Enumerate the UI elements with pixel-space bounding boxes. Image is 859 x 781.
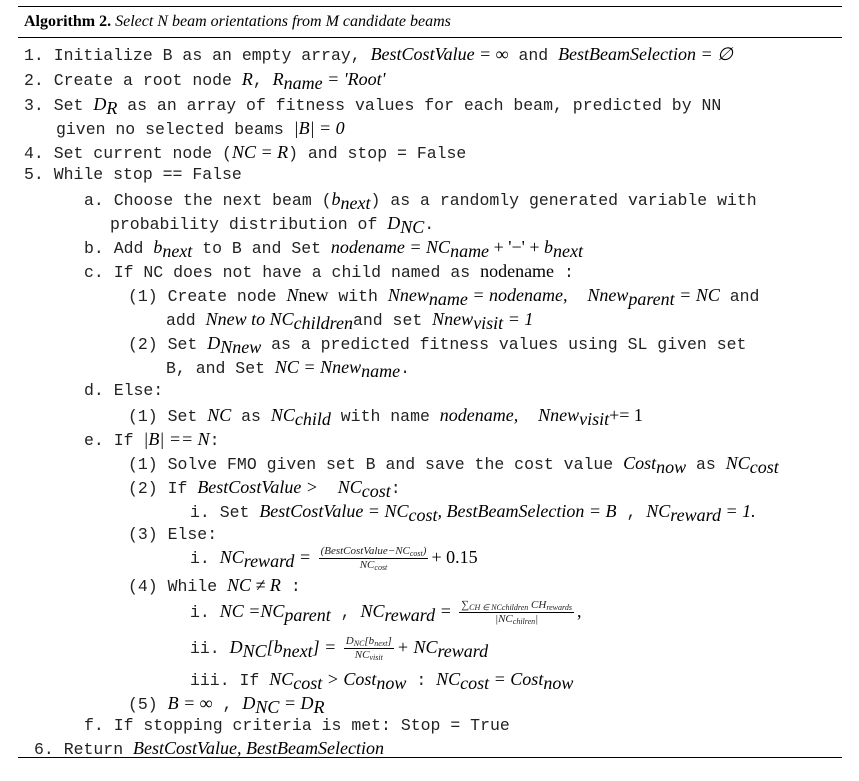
step-5c2: (2) Set $D_{Nnew}$ as a predicted fitness values using SL given set	[128, 333, 747, 357]
step-5c1: (1) Create node Nnew with Nnew$_{name}$ = nodename, Nnew$_{parent}$ = NC and	[128, 285, 760, 309]
step-5c1-cont: add Nnew to $NC_{children}and$ set Nnew$_{visit}$ = 1	[166, 309, 534, 333]
top-rule	[18, 6, 842, 7]
visit-fraction: $\frac{D_{NC}[b_{next}]}{NC_{visit}}$	[345, 635, 392, 663]
step-5e2: (2) If BestCostValue > $NC_{cost}$:	[128, 477, 401, 501]
step-5: 5. While stop == False	[24, 165, 242, 184]
caption-title: Select N beam orientations from M candidate beams	[115, 13, 451, 30]
step-3-cont: given no selected beams |B| = 0	[56, 118, 345, 139]
step-5e4: (4) While NC ≠ R :	[128, 575, 301, 596]
step-5c: c. If NC does not have a child named as nodename :	[84, 261, 574, 282]
step-5c2-cont: B, and Set NC = Nnew$_{name}$.	[166, 357, 410, 381]
algorithm-caption	[24, 13, 451, 31]
reward-fraction: $\frac{(BestCostValue-NC_{cost})}{NC_{cost}}$	[320, 545, 427, 573]
step-6: 6. Return BestCostValue, BestBeamSelection	[34, 738, 384, 759]
step-5e5: (5) B = ∞ , $D_{NC} = D_R$	[128, 693, 325, 717]
step-5e4ii: ii. $D_{NC}[b_{next}]$ = $\frac{D_{NC}[b_{next}]}{NC_{visit}}$ + $NC_{reward}$	[190, 635, 489, 663]
step-2: 2. Create a root node R, $R_{name}$ = 'Root'	[24, 69, 386, 93]
caption-rule	[18, 37, 842, 38]
step-5e: e. If |B| == N:	[84, 429, 220, 450]
step-5e2i: i. Set BestCostValue = $NC_{cost}$, BestBeamSelection = B , $NC_{reward} = 1$.	[190, 501, 756, 525]
step-1: 1. Initialize B as an empty array, BestCostValue = ∞ and BestBeamSelection = ∅	[24, 44, 733, 65]
step-5e3: (3) Else:	[128, 525, 218, 544]
caption-label: Algorithm 2.	[24, 13, 112, 30]
step-4: 4. Set current node (NC = R) and stop = False	[24, 142, 467, 163]
step-5e1: (1) Solve FMO given set B and save the cost value Cost$_{now}$ as $NC_{cost}$	[128, 453, 779, 477]
step-5f: f. If stopping criteria is met: Stop = True	[84, 716, 510, 735]
step-5d1: (1) Set NC as $NC_{child}$ with name nodename, Nnew$_{visit}$+= 1	[128, 405, 643, 429]
step-5e3i: i. $NC_{reward}$ = $\frac{(BestCostValue-NC_{cost})}{NC_{cost}}$ + 0.15	[190, 545, 478, 573]
step-5b: b. Add $b_{next}$ to B and Set nodename = $NC_{name}$ + '−' + $b_{next}$	[84, 237, 583, 261]
step-5d: d. Else:	[84, 381, 164, 400]
step-5a-cont: probability distribution of $D_{NC}$.	[110, 213, 435, 237]
step-5e4iii: iii. If $NC_{cost}$ > Cost$_{now}$ : $NC_{cost}$ = Cost$_{now}$	[190, 669, 574, 693]
step-5a: a. Choose the next beam $(b_{next})$ as a randomly generated variable with	[84, 189, 757, 213]
step-3: 3. Set $D_R$ as an array of fitness values for each beam, predicted by NN	[24, 94, 722, 118]
step-5e4i: i. NC $=NC_{parent}$ , $NC_{reward}$ = $\frac{\sum_{CH \in NCchildren} CH_{rewards}}{|NC_{chilren}|}$ ,	[190, 599, 582, 627]
sum-fraction: $\frac{\sum_{CH \in NCchildren} CH_{rewards}}{|NC_{chilren}|}$	[461, 599, 572, 627]
